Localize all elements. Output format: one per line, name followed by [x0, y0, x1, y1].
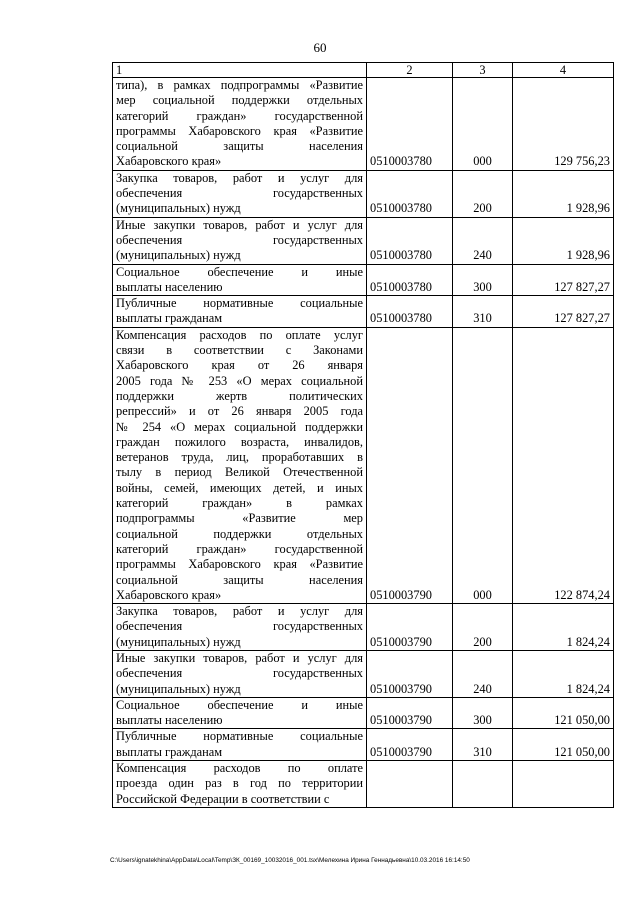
row-description	[113, 761, 367, 808]
row-sum: 127 827,27	[513, 296, 614, 328]
row-sum: 1 928,96	[513, 217, 614, 264]
description-line: обеспечения государственных	[116, 619, 363, 634]
description-line: социальной защиты населения	[116, 572, 363, 587]
row-description	[113, 264, 367, 296]
description-line: выплаты гражданам	[116, 311, 223, 326]
description-line: выплаты населению	[116, 713, 223, 728]
row-expense-type: 200	[453, 604, 513, 651]
description-line: мер социальной поддержки отдельных	[116, 93, 363, 108]
table-row	[113, 78, 614, 171]
header-col-1: 1	[113, 63, 367, 78]
row-expense-type: 240	[453, 650, 513, 697]
footer-file-path: C:\Users\ignatekhina\AppData\Local\Temp\ЗК_00169_10032016_001.tsx\Мелехина Ирина Геннадьевна\10.03.2016 16:14:50	[110, 857, 470, 864]
row-description	[113, 697, 367, 729]
description-line: проезда один раз в год по территории	[116, 776, 363, 791]
table-row	[113, 697, 614, 729]
description-line: Закупка товаров, работ и услуг для	[116, 170, 363, 185]
row-code: 0510003790	[367, 697, 453, 729]
description-line: связи в соответствии с Законами	[116, 343, 363, 358]
row-description	[113, 78, 367, 171]
row-description	[113, 217, 367, 264]
description-line: Социальное обеспечение и иные	[116, 264, 363, 279]
description-line: Иные закупки товаров, работ и услуг для	[116, 217, 363, 232]
row-code: 0510003790	[367, 650, 453, 697]
table-header-row	[113, 63, 614, 78]
description-line: 2005 года № 253 «О мерах социальной	[116, 373, 363, 388]
description-line: Хабаровского края»	[116, 154, 222, 169]
description-line: Публичные нормативные социальные	[116, 729, 363, 744]
description-line: (муниципальных) нужд	[116, 681, 241, 696]
row-description	[113, 604, 367, 651]
description-line: категорий граждан» государственной	[116, 541, 363, 556]
description-line: Хабаровского края от 26 января	[116, 358, 363, 373]
row-code: 0510003780	[367, 78, 453, 171]
row-sum: 127 827,27	[513, 264, 614, 296]
row-expense-type: 310	[453, 296, 513, 328]
header-col-2: 2	[367, 63, 453, 78]
row-expense-type: 200	[453, 170, 513, 217]
row-expense-type: 310	[453, 729, 513, 761]
table-row	[113, 604, 614, 651]
row-description	[113, 650, 367, 697]
description-line: Хабаровского края»	[116, 587, 222, 602]
row-sum: 1 824,24	[513, 604, 614, 651]
row-sum: 1 824,24	[513, 650, 614, 697]
table-row	[113, 217, 614, 264]
row-code: 0510003780	[367, 264, 453, 296]
description-line: программы Хабаровского края «Развитие	[116, 123, 363, 138]
table-row	[113, 729, 614, 761]
row-code: 0510003790	[367, 729, 453, 761]
description-line: (муниципальных) нужд	[116, 634, 241, 649]
row-description	[113, 327, 367, 603]
description-line: выплаты населению	[116, 279, 223, 294]
description-line: обеспечения государственных	[116, 232, 363, 247]
description-line: обеспечения государственных	[116, 186, 363, 201]
description-line: репрессий» и от 26 января 2005 года	[116, 404, 363, 419]
description-line: программы Хабаровского края «Развитие	[116, 557, 363, 572]
description-line: подпрограммы «Развитие мер	[116, 511, 363, 526]
row-description	[113, 170, 367, 217]
row-sum: 129 756,23	[513, 78, 614, 171]
row-code: 0510003780	[367, 296, 453, 328]
description-line: выплаты гражданам	[116, 744, 223, 759]
row-code: 0510003780	[367, 170, 453, 217]
description-line: Российской Федерации в соответствии с	[116, 791, 330, 806]
row-sum: 122 874,24	[513, 327, 614, 603]
budget-table	[112, 62, 614, 808]
description-line: категорий граждан» государственной	[116, 108, 363, 123]
row-expense-type: 300	[453, 697, 513, 729]
row-description	[113, 296, 367, 328]
row-sum: 121 050,00	[513, 729, 614, 761]
description-line: Социальное обеспечение и иные	[116, 697, 363, 712]
row-code: 0510003780	[367, 217, 453, 264]
table-row	[113, 650, 614, 697]
description-line: войны, семей, имеющих детей, и иных	[116, 480, 363, 495]
table-row	[113, 264, 614, 296]
header-col-4: 4	[513, 63, 614, 78]
description-line: социальной поддержки отдельных	[116, 526, 363, 541]
description-line: типа), в рамках подпрограммы «Развитие	[116, 78, 363, 92]
row-sum	[513, 761, 614, 808]
row-expense-type: 300	[453, 264, 513, 296]
row-code: 0510003790	[367, 327, 453, 603]
row-expense-type: 000	[453, 78, 513, 171]
description-line: (муниципальных) нужд	[116, 201, 241, 216]
description-line: поддержки жертв политических	[116, 388, 363, 403]
row-sum: 121 050,00	[513, 697, 614, 729]
description-line: (муниципальных) нужд	[116, 248, 241, 263]
description-line: Компенсация расходов по оплате услуг	[116, 327, 363, 342]
description-line: социальной защиты населения	[116, 139, 363, 154]
row-expense-type: 240	[453, 217, 513, 264]
header-col-3: 3	[453, 63, 513, 78]
table-row	[113, 327, 614, 603]
description-line: категорий граждан» в рамках	[116, 496, 363, 511]
description-line: Иные закупки товаров, работ и услуг для	[116, 650, 363, 665]
description-line: тылу в период Великой Отечественной	[116, 465, 363, 480]
table-row	[113, 170, 614, 217]
description-line: № 254 «О мерах социальной поддержки	[116, 419, 363, 434]
description-line: Компенсация расходов по оплате	[116, 761, 363, 776]
row-sum: 1 928,96	[513, 170, 614, 217]
row-code	[367, 761, 453, 808]
row-description	[113, 729, 367, 761]
description-line: граждан пожилого возраста, инвалидов,	[116, 434, 363, 449]
table-row	[113, 296, 614, 328]
table-row	[113, 761, 614, 808]
page-number: 60	[313, 40, 327, 55]
row-expense-type	[453, 761, 513, 808]
description-line: Закупка товаров, работ и услуг для	[116, 604, 363, 619]
description-line: ветеранов труда, лиц, проработавших в	[116, 450, 363, 465]
description-line: обеспечения государственных	[116, 666, 363, 681]
row-expense-type: 000	[453, 327, 513, 603]
row-code: 0510003790	[367, 604, 453, 651]
description-line: Публичные нормативные социальные	[116, 296, 363, 311]
